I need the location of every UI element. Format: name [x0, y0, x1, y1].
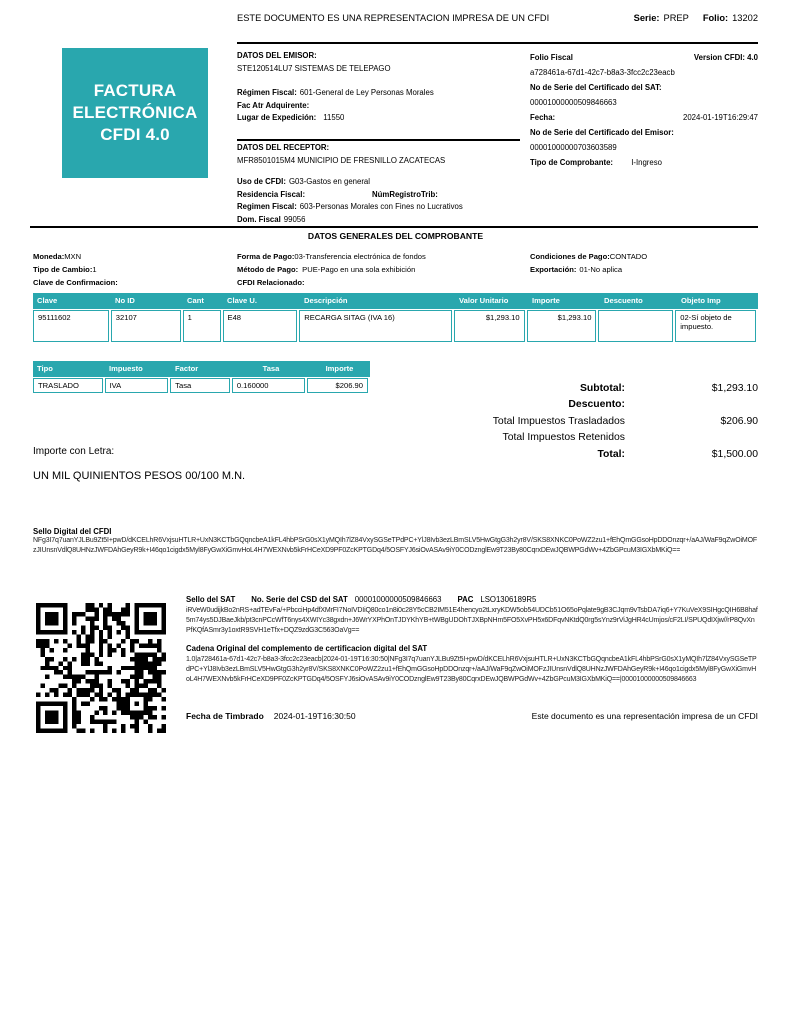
cell-clave-u: E48 [223, 310, 298, 342]
sello-sat-value: iRVeW0udijkBo2nRS+adTEvFa/+PbcciHp4dfXMrFI7NoIVDIiQ80co1n8i0c28Y5cCB2IM51E4hencyo2tLxryKDW5ob54UDCb51O65oPqlate9gB3CJqm9vTsbDA7iq6+Y7KuVeX9SIHgcQIH6B8haf5m74ys5DJBaeJkb/pt3cnPCcWfT6nys4XWIYc38gxdn+J6WrYXPhOnTJDYKhYB+tWBgUDOhTJXBpNHm5FO5XvPH5x6DFqvNKtdQ0rg5sYnz9rViJgHR4cUmjos/cF2LI/SPUQdIXjw//rP8QvXnPfKQfASmr3y1oxtR9SVH1eTfx+DQZ9zdG3C563OaVg== [186, 607, 758, 634]
totals-section [420, 381, 758, 463]
timbrado-label: Fecha de Timbrado [186, 711, 264, 721]
footer-note: Este documento es una representación impresa de un CFDI [531, 711, 758, 721]
tipo-cambio: Tipo de Cambio:1 [33, 265, 97, 274]
cadena-title: Cadena Original del complemento de certificacion digital del SAT [186, 644, 428, 654]
col-header: Impuesto [109, 364, 143, 373]
generales-title: DATOS GENERALES DEL COMPROBANTE [307, 231, 484, 241]
emisor-regimen: Régimen Fiscal: 601-General de Ley Personas Morales [237, 88, 434, 97]
sello-cfdi-value: NFg3I7q7uanYJLBu9Zt5I+pwD/dKCELhR6VxjsuHTLR+UxN3KCTbGQqncbeA1kFL4hbPSrG0sX1yMQIh7lZ84VxySGSeTPdPC+YlJ8Ivb3ezLBmSLV5HwGtgG3h2yr8V/SKS8XNKC0PoWZ2zu1+fEhQmGGsoHpDDOnzqr+/aAJ/WaF9qZwOiMOFzJIUnsnVdlQ8UHNzJWFDAhGeyR9k+I46qo1cigdx5Myl8FyGwXiGmvHoL4H7WEXNvb5kFrHCeXD9PF0ZcKPTGDq4/5OSFYJ6siOvASAv9iY0CODznglEw9T23By80CqrxDEwJQBWPGdWv+4ZbGPcuM3IGXbMKiQ== [33, 537, 758, 554]
representation-note: ESTE DOCUMENTO ES UNA REPRESENTACION IMPRESA DE UN CFDI [237, 13, 550, 23]
sello-sat-header [186, 595, 758, 604]
fecha-label: Fecha: [530, 113, 556, 122]
receptor-rfc-name: MFR8501015M4 MUNICIPIO DE FRESNILLO ZACATECAS [237, 155, 446, 165]
serie-label: Serie: [633, 13, 660, 23]
receptor-section [237, 142, 520, 226]
generales-col3 [530, 250, 758, 276]
generales-col2 [237, 250, 522, 289]
cell-cant: 1 [183, 310, 221, 342]
no-serie-emisor-value: 00001000000703603589 [530, 143, 617, 152]
uuid-value: a728461a-67d1-42c7-b8a3-3fcc2c23eacb [530, 68, 675, 77]
divider [237, 42, 758, 44]
col-header: Objeto Imp [681, 296, 721, 305]
cell-descuento [598, 310, 673, 342]
no-serie-emisor-label: No de Serie del Certificado del Emisor: [530, 128, 674, 137]
timbrado [186, 711, 356, 721]
sello-cfdi-section [33, 527, 760, 556]
receptor-regimen: Regimen Fiscal: 603-Personas Morales con Fines no Lucrativos [237, 202, 463, 211]
col-header: Importe [325, 364, 354, 373]
condiciones-pago: Condiciones de Pago:CONTADO [530, 252, 648, 261]
receptor-dom-fiscal: Dom. Fiscal 99056 [237, 214, 306, 224]
logo-line1: FACTURA [93, 81, 177, 101]
fecha-value: 2024-01-19T16:29:47 [683, 113, 758, 122]
moneda: Moneda:MXN [33, 252, 82, 261]
cell-noid: 32107 [111, 310, 181, 342]
col-header: Factor [175, 364, 199, 373]
cell-tasa: 0.160000 [232, 378, 306, 393]
col-header: Descuento [604, 296, 643, 305]
fiscal-section [530, 50, 758, 170]
cadena-value: 1.0|a728461a-67d1-42c7-b8a3-3fcc2c23eacb|2024-01-19T16:30:50|NFg3I7q7uanYJLBu9Zt5I+pwD/dKCELhR6VxjsuHTLR+UxN3KCTbGQqncbeA1kFL4hbPSrG0sX1yMQIh7lZ84VxySGSeTPdPC+YlJ8Ivb3ezLBmSLV5HwGtgG3h2yr8V/SKS8XNKC0PoWZ2zu1+fEhQmGGsoHpDDOnzqr+/aAJ/WaF9qZwOiMOFzJIUnsnVdlQ8UHNzJWFDAhGeyR9k+I46qo1cigdx5Myl8FyGwXiGmvHoL4H7WEXNvb5kFrHCeXD9PF0ZcKPTGDq4/5OSFYJ6siOvASAv9iY0CODznglEw9T23By80CqrxDEwJQBWPGdWv+4ZbGPcuM3IGXbMKiQ==|00001000000509846663 [186, 656, 757, 683]
tipo-comprobante-value: I-Ingreso [631, 158, 662, 167]
no-serie-sat-label: No de Serie del Certificado del SAT: [530, 83, 662, 92]
tipo-comprobante-row [530, 155, 758, 170]
csd-label: No. Serie del CSD del SAT [251, 595, 348, 604]
col-header: Tipo [37, 364, 53, 373]
footer [186, 711, 758, 721]
retenidos-row: Total Impuestos Retenidos [502, 432, 625, 444]
cell-clave: 95111602 [33, 310, 109, 342]
timbrado-value: 2024-01-19T16:30:50 [273, 711, 356, 721]
factura-logo [62, 48, 208, 178]
divider [30, 226, 758, 228]
items-table-header [33, 293, 758, 309]
total-row: Total: $1,500.00 [597, 448, 758, 460]
col-header: Descripción [304, 296, 348, 305]
emisor-fac-atr: Fac Atr Adquirente: [237, 100, 310, 110]
table-row [33, 378, 370, 393]
col-header: Importe [532, 296, 560, 305]
sello-sat-title: Sello del SAT [186, 595, 236, 604]
serie-folio [630, 13, 758, 23]
folio-fiscal-label: Folio Fiscal [530, 53, 573, 62]
pac-label: PAC [457, 595, 474, 604]
cell-tipo: TRASLADO [33, 378, 103, 393]
receptor-title: DATOS DEL RECEPTOR: [237, 143, 330, 152]
folio-value: 13202 [732, 13, 758, 23]
sello-cfdi-title: Sello Digital del CFDI [33, 527, 112, 536]
receptor-uso: Uso de CFDI: G03-Gastos en general [237, 177, 371, 186]
divider [237, 139, 520, 141]
no-serie-sat-value: 00001000000509846663 [530, 98, 617, 107]
col-header: No ID [115, 296, 135, 305]
col-header: Clave [37, 296, 58, 305]
top-header [237, 13, 758, 23]
clave-confirmacion: Clave de Confirmacion: [33, 278, 118, 287]
sat-section [186, 595, 758, 685]
folio-fiscal-row [530, 50, 758, 65]
emisor-rfc-name: STE120514LU7 SISTEMAS DE TELEPAGO [237, 63, 391, 73]
emisor-title: DATOS DEL EMISOR: [237, 51, 317, 60]
subtotal-row: Subtotal: $1,293.10 [579, 383, 758, 394]
fecha-row [530, 110, 758, 125]
table-row [33, 310, 758, 342]
col-header: Tasa [262, 364, 280, 373]
cell-impuesto: IVA [105, 378, 169, 393]
exportacion: Exportación: 01-No aplica [530, 265, 623, 274]
col-header: Valor Unitario [459, 296, 509, 305]
metodo-pago: Método de Pago: PUE-Pago en una sola exhibición [237, 265, 416, 274]
cell-importe: $1,293.10 [527, 310, 597, 342]
importe-letra-text: UN MIL QUINIENTOS PESOS 00/100 M.N. [33, 470, 246, 482]
col-header: Cant [187, 296, 204, 305]
qr-code [36, 603, 166, 733]
taxes-table-header [33, 361, 370, 377]
receptor-residencia-registro: Residencia Fiscal: NúmRegistroTrib: [237, 189, 438, 199]
trasladados-row: Total Impuestos Trasladados $206.90 [492, 415, 758, 427]
taxes-table [33, 361, 370, 393]
pac-value: LSO1306189R5 [480, 595, 537, 604]
tipo-comprobante-label: Tipo de Comprobante: [530, 158, 614, 167]
col-header: Clave U. [227, 296, 257, 305]
serie-value: PREP [663, 13, 689, 23]
logo-line2: ELECTRÓNICA [72, 103, 198, 123]
cell-descripcion: RECARGA SITAG (IVA 16) [299, 310, 452, 342]
emisor-lugar: Lugar de Expedición: 11550 [237, 113, 345, 122]
forma-pago: Forma de Pago:03-Transferencia electrónica de fondos [237, 252, 426, 261]
items-table [33, 293, 758, 342]
cell-factor: Tasa [170, 378, 230, 393]
descuento-row: Descuento: [568, 399, 625, 411]
cell-valor-unitario: $1,293.10 [454, 310, 525, 342]
csd-value: 00001000000509846663 [354, 595, 442, 604]
emisor-section [237, 50, 520, 125]
generales-col1 [33, 250, 228, 289]
cell-tax-importe: $206.90 [307, 378, 368, 393]
version-cfdi: Version CFDI: 4.0 [693, 53, 758, 62]
folio-label: Folio: [702, 13, 729, 23]
importe-letra-label: Importe con Letra: [33, 446, 115, 457]
cell-objeto-imp: 02-Sí objeto de impuesto. [675, 310, 756, 342]
logo-line3: CFDI 4.0 [100, 124, 170, 144]
cfdi-relacionado: CFDI Relacionado: [237, 278, 305, 287]
